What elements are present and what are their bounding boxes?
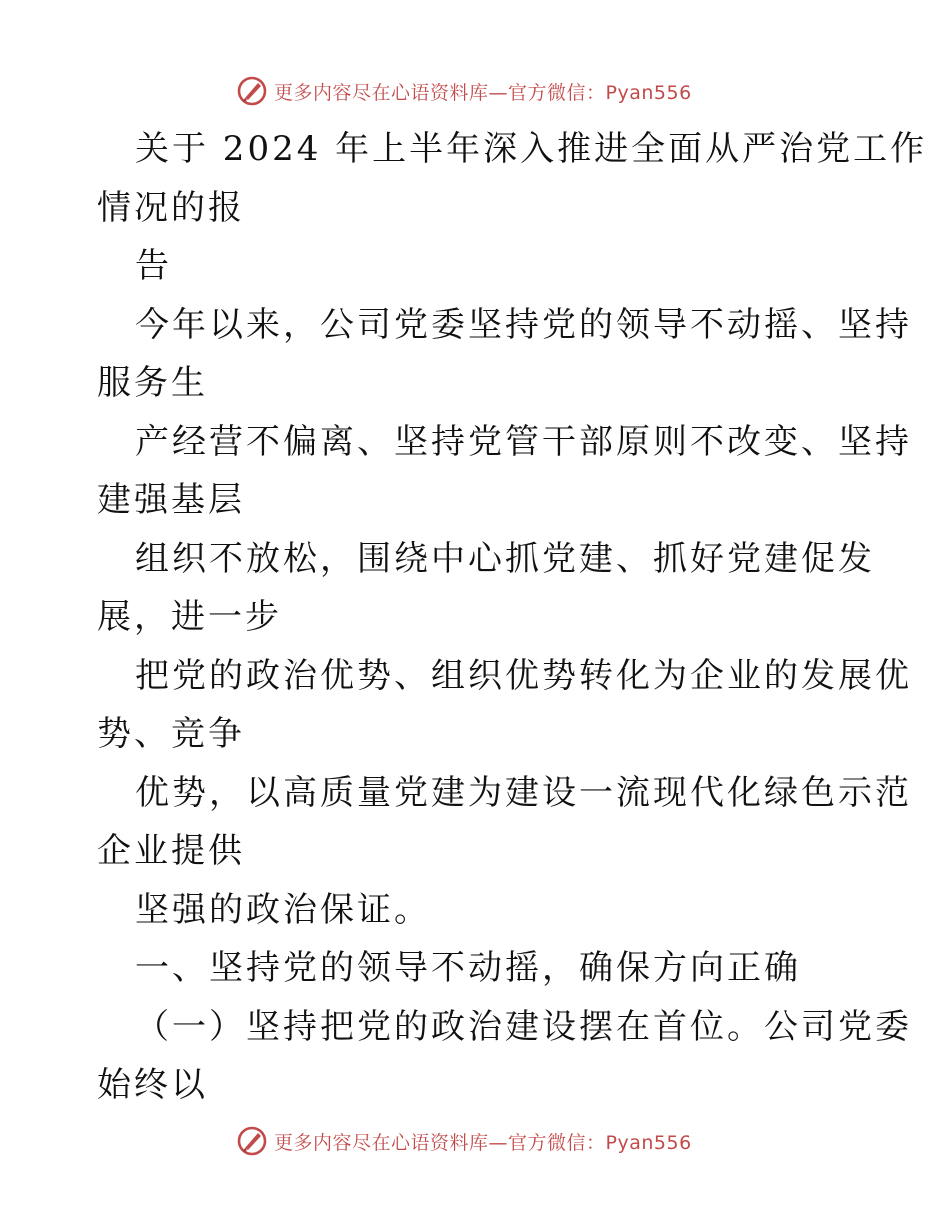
text-line: 组织不放松，围绕中心抓党建、抓好党建促发 bbox=[135, 538, 875, 579]
text-line: 把党的政治优势、组织优势转化为企业的发展优 bbox=[135, 655, 912, 696]
text-line: 关于 2024 年上半年深入推进全面从严治党工作 bbox=[135, 129, 928, 169]
watermark-text: 更多内容尽在心语资料库—官方微信：Pyan556 bbox=[274, 1131, 692, 1154]
text-line: 产经营不偏离、坚持党管干部原则不改变、坚持 bbox=[135, 421, 912, 462]
text-line: 告 bbox=[135, 246, 172, 286]
quill-pen-logo-icon bbox=[236, 75, 268, 107]
text-line: 始终以 bbox=[97, 1065, 208, 1105]
text-line: 一、坚持党的领导不动摇，确保方向正确 bbox=[135, 948, 801, 988]
text-line: 坚强的政治保证。 bbox=[135, 889, 431, 930]
text-line: （一）坚持把党的政治建设摆在首位。公司党委 bbox=[135, 1006, 912, 1047]
text-line: 今年以来，公司党委坚持党的领导不动摇、坚持 bbox=[135, 304, 912, 345]
header-watermark bbox=[236, 74, 692, 108]
text-line: 情况的报 bbox=[97, 187, 245, 228]
text-line: 企业提供 bbox=[97, 831, 245, 871]
quill-pen-logo-icon bbox=[236, 1125, 268, 1157]
text-line: 建强基层 bbox=[97, 480, 245, 520]
document-body bbox=[97, 120, 928, 1115]
footer-watermark bbox=[236, 1124, 692, 1158]
text-line: 势、竞争 bbox=[97, 714, 245, 754]
text-line: 展，进一步 bbox=[97, 597, 282, 637]
watermark-text: 更多内容尽在心语资料库—官方微信：Pyan556 bbox=[274, 81, 692, 104]
text-line: 服务生 bbox=[97, 363, 208, 403]
text-line: 优势，以高质量党建为建设一流现代化绿色示范 bbox=[135, 772, 912, 813]
